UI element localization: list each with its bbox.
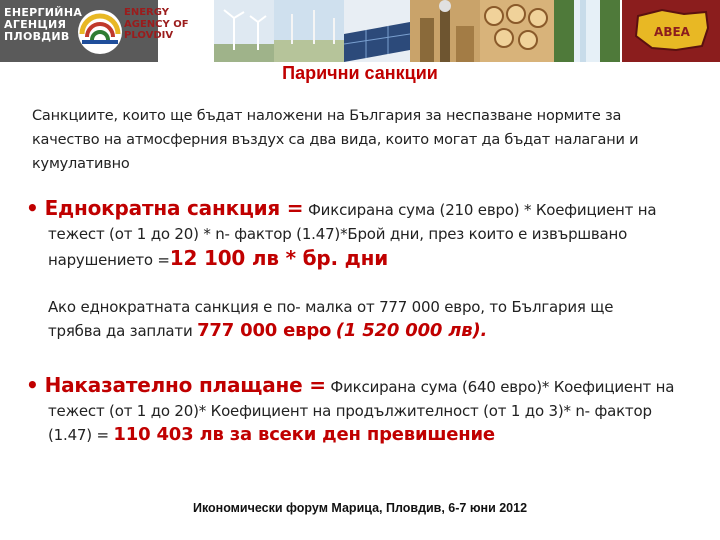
intro-paragraph: Санкциите, които ще бъдат наложени на България за неспазване нормите за качество на атмосферния въздух са два вида, които могат да бъдат налагани и кумулативно [32,108,639,172]
industrial-plant-photo [410,0,480,62]
bulgaria-map-icon [632,6,712,54]
agency-logo-icon [76,4,124,58]
wind-farm-photo [274,0,344,62]
photo-strip [214,0,620,62]
bullet2-text-b: тежест (от 1 до 20)* Коефициент на продължителност (от 1 до 3)* n- фактор [48,402,652,420]
logo-text-bg: ЕНЕРГИЙНА АГЕНЦИЯ ПЛОВДИВ [4,6,83,43]
bullet-dot: • [26,196,39,220]
footer-caption: Икономически форум Марица, Пловдив, 6-7 юни 2012 [192,501,528,515]
paragraph-line1: Ако еднократната санкция е по- малка от 777 000 евро, то България ще [48,298,614,316]
bullet1-text-a: Фиксирана сума (210 евро) * Коефициент на [303,201,657,219]
bullet-penalty-payment [26,373,696,447]
firewood-photo [480,0,554,62]
bullet1-text-b: тежест (от 1 до 20) * n- фактор (1.47)*Брой дни, през които е извършвано [48,225,628,243]
amount-bgn: (1 520 000 лв). [335,320,488,341]
bullet-dot: • [26,373,39,397]
bullet1-result: 12 100 лв * бр. дни [169,246,389,270]
bullet1-text-c: нарушението = [48,251,170,269]
bullet2-text-a: Фиксирана сума (640 евро)* Коефициент на [325,378,675,396]
paragraph-line2: трябва да заплати [48,322,198,340]
bullet2-heading: Наказателно плащане = [44,373,326,397]
page-title: Парични санкции [282,63,438,83]
bulgaria-map-badge [622,0,720,62]
bullet2-result: 110 403 лв за всеки ден превишение [113,424,495,445]
amount-eur: 777 000 евро [197,320,332,341]
logo-text-en: ENERGY AGENCY OF PLOVDIV [124,7,189,41]
header-banner [0,0,720,62]
badge-text: ABEA [654,25,690,39]
threshold-paragraph [48,295,698,343]
waterfall-photo [554,0,620,62]
bullet-one-time-sanction [26,196,696,272]
wind-turbines-photo [214,0,274,62]
bullet1-heading: Еднократна санкция = [44,196,304,220]
solar-panels-photo [344,0,410,62]
bullet2-text-c: (1.47) = [48,426,114,444]
